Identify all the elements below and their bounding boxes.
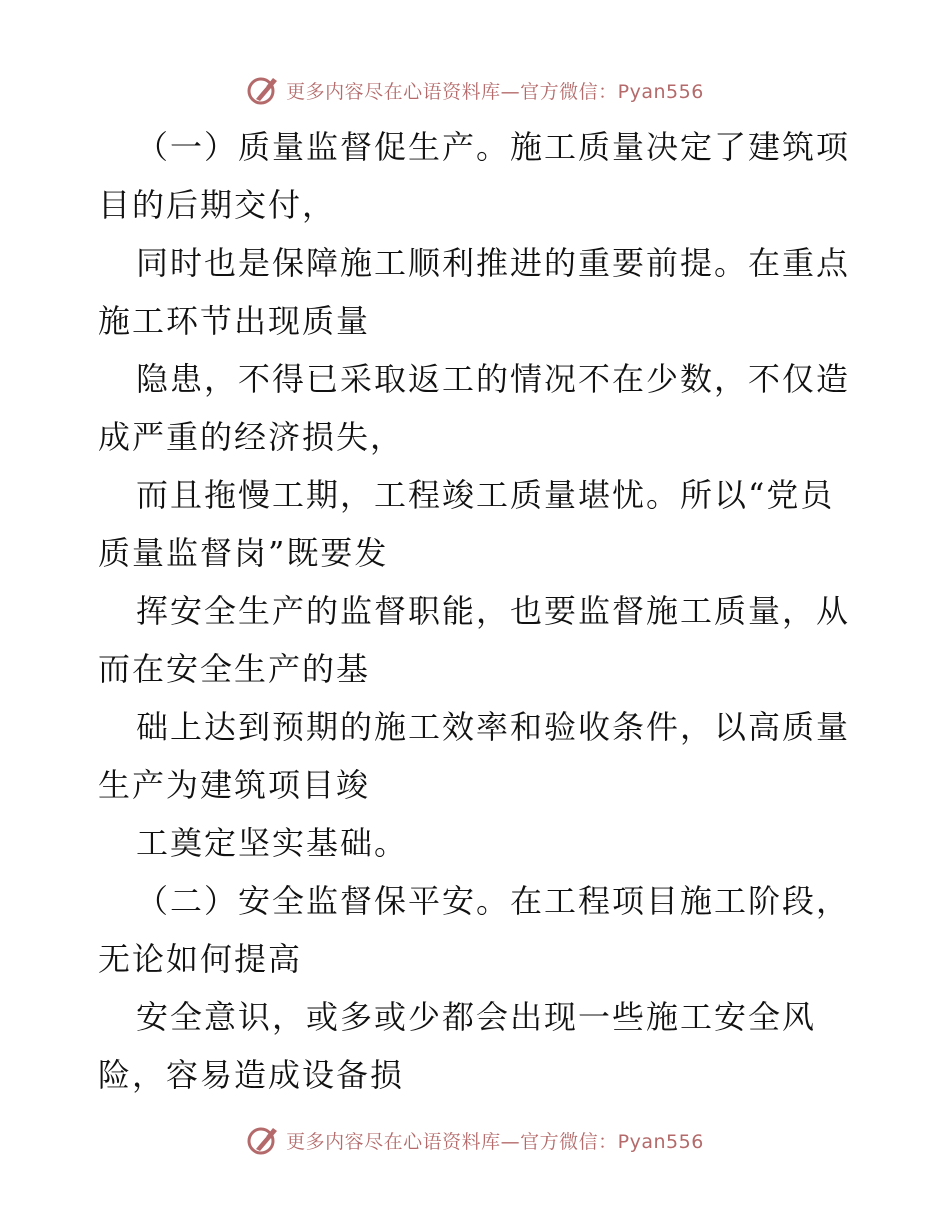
text-line: 施工环节出现质量 bbox=[98, 302, 371, 340]
text-line: 质量监督岗”既要发 bbox=[98, 534, 389, 572]
text-line: （一）质量监督促生产。施工质量决定了建筑项 bbox=[136, 128, 851, 166]
text-line: 目的后期交付， bbox=[98, 186, 337, 224]
text-line: 无论如何提高 bbox=[98, 940, 303, 978]
text-line: 挥安全生产的监督职能，也要监督施工质量，从 bbox=[136, 592, 851, 630]
text-line: 工奠定坚实基础。 bbox=[136, 824, 409, 862]
document-body bbox=[98, 118, 858, 1104]
feather-pen-logo-icon bbox=[246, 73, 280, 107]
banner-text: 更多内容尽在心语资料库—官方微信：Pyan556 bbox=[286, 80, 704, 103]
text-line: 而在安全生产的基 bbox=[98, 650, 371, 688]
text-line: 安全意识，或多或少都会出现一些施工安全风 bbox=[136, 998, 817, 1036]
text-line: （二）安全监督保平安。在工程项目施工阶段， bbox=[136, 882, 851, 920]
text-line: 生产为建筑项目竣 bbox=[98, 766, 371, 804]
header-banner bbox=[0, 70, 950, 110]
feather-pen-logo-icon bbox=[246, 1123, 280, 1157]
text-line: 同时也是保障施工顺利推进的重要前提。在重点 bbox=[136, 244, 851, 282]
text-line: 险，容易造成设备损 bbox=[98, 1056, 405, 1094]
text-line: 础上达到预期的施工效率和验收条件，以高质量 bbox=[136, 708, 851, 746]
text-line: 隐患，不得已采取返工的情况不在少数，不仅造 bbox=[136, 360, 851, 398]
text-line: 成严重的经济损失， bbox=[98, 418, 405, 456]
banner-text: 更多内容尽在心语资料库—官方微信：Pyan556 bbox=[286, 1130, 704, 1153]
footer-banner bbox=[0, 1120, 950, 1160]
text-line: 而且拖慢工期，工程竣工质量堪忧。所以“党员 bbox=[136, 476, 835, 514]
